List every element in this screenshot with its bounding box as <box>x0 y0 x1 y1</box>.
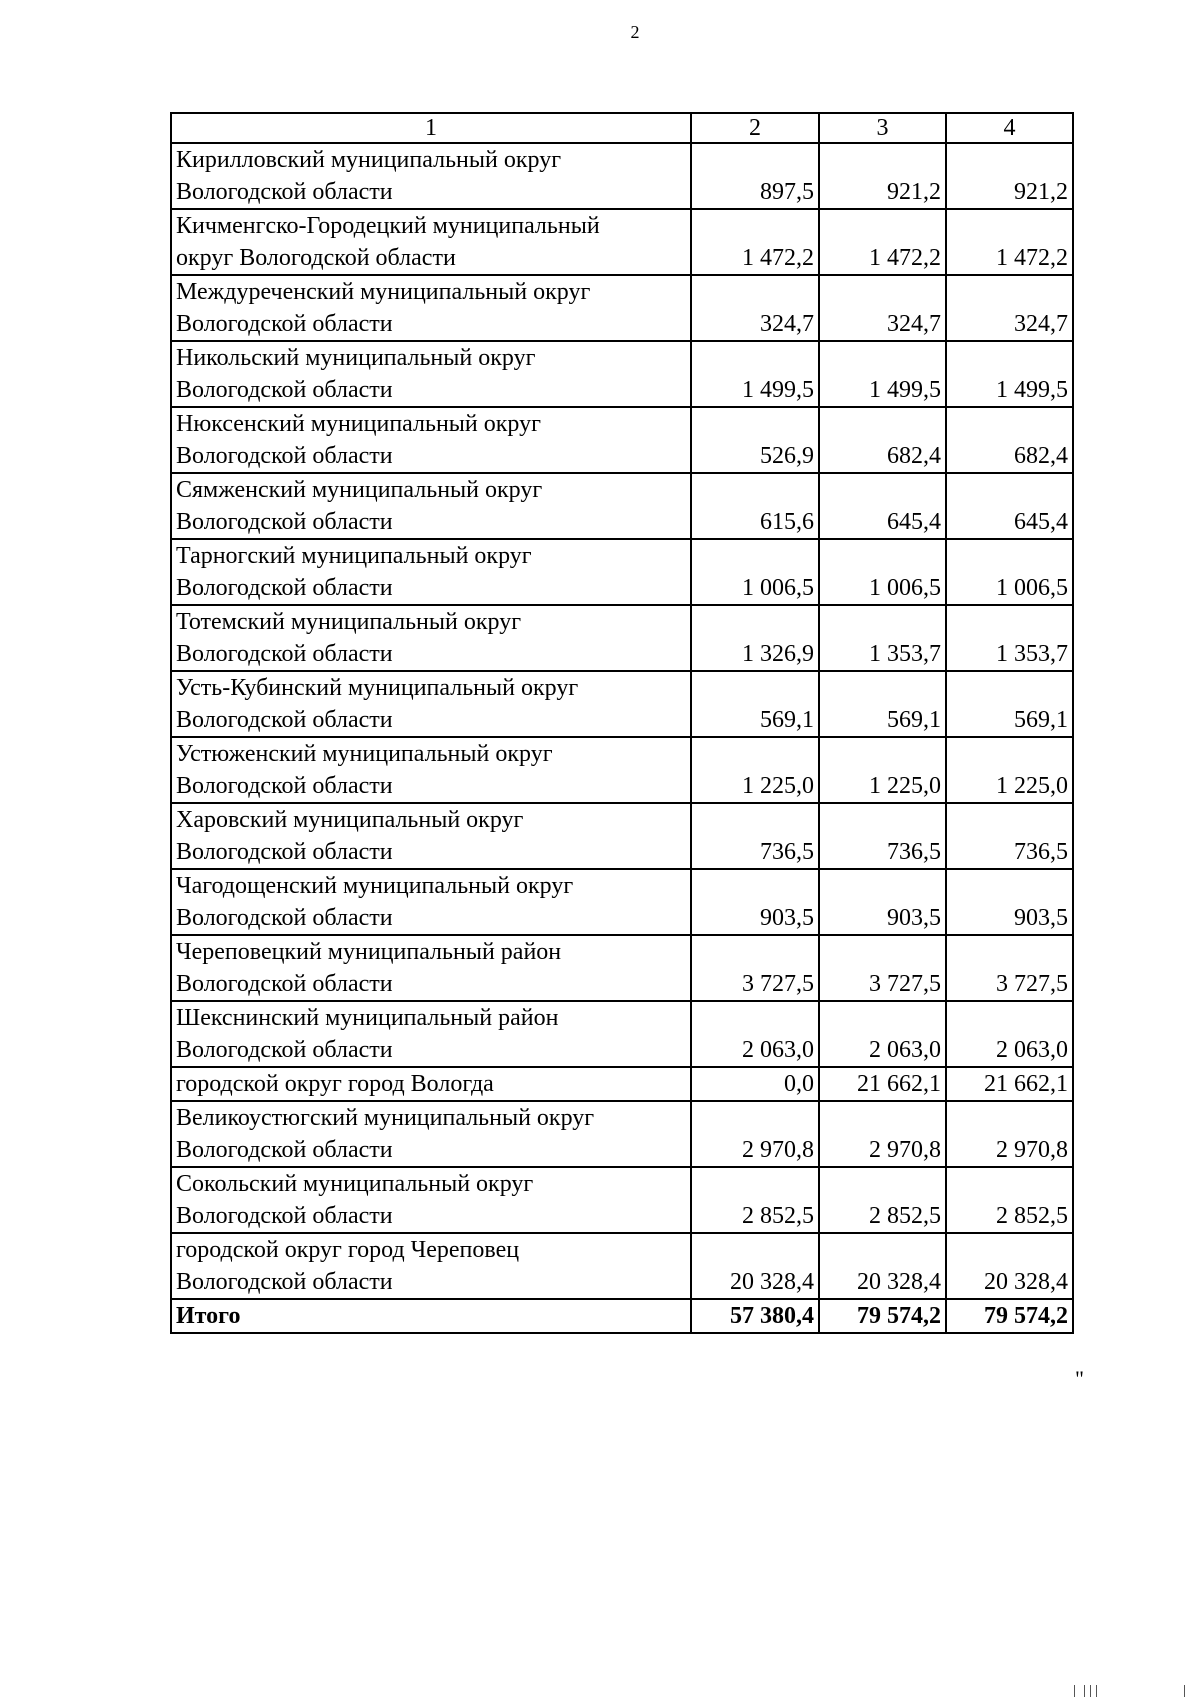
municipality-name-line: Междуреченский муниципальный округ <box>176 279 591 305</box>
municipality-name-line: Вологодской области <box>176 1203 393 1229</box>
municipality-name-line: Великоустюгский муниципальный округ <box>176 1105 595 1131</box>
total-value-3: 79 574,2 <box>819 1299 946 1333</box>
column-header-1: 1 <box>171 113 691 143</box>
value-col-2: 1 472,2 <box>691 209 819 275</box>
municipality-name <box>171 1167 691 1233</box>
municipality-name-line: Вологодской области <box>176 377 393 403</box>
municipality-name <box>171 869 691 935</box>
value-col-3: 3 727,5 <box>819 935 946 1001</box>
municipality-name-line: Вологодской области <box>176 311 393 337</box>
value-col-3: 1 472,2 <box>819 209 946 275</box>
municipality-name <box>171 143 691 209</box>
municipality-name-line: Никольский муниципальный округ <box>176 345 536 371</box>
value-col-2: 20 328,4 <box>691 1233 819 1299</box>
municipality-name-line: Вологодской области <box>176 1037 393 1063</box>
value-col-2: 526,9 <box>691 407 819 473</box>
value-col-4: 1 006,5 <box>946 539 1073 605</box>
table-row <box>171 1233 1073 1299</box>
value-col-3: 2 852,5 <box>819 1167 946 1233</box>
value-col-2: 2 063,0 <box>691 1001 819 1067</box>
table-row <box>171 539 1073 605</box>
table-row <box>171 1101 1073 1167</box>
municipality-name-line: Шекснинский муниципальный район <box>176 1005 559 1031</box>
municipality-name <box>171 341 691 407</box>
municipality-name-line: Нюксенский муниципальный округ <box>176 411 541 437</box>
table-row <box>171 341 1073 407</box>
value-col-3: 1 225,0 <box>819 737 946 803</box>
municipality-name-line: Кирилловский муниципальный округ <box>176 147 562 173</box>
municipality-name-line: Вологодской области <box>176 443 393 469</box>
municipality-name <box>171 671 691 737</box>
table-row <box>171 737 1073 803</box>
table-row <box>171 143 1073 209</box>
value-col-3: 1 499,5 <box>819 341 946 407</box>
total-value-4: 79 574,2 <box>946 1299 1073 1333</box>
municipality-name <box>171 803 691 869</box>
value-col-4: 736,5 <box>946 803 1073 869</box>
table-row <box>171 935 1073 1001</box>
value-col-2: 2 852,5 <box>691 1167 819 1233</box>
municipality-name-line: Тарногский муниципальный округ <box>176 543 532 569</box>
value-col-3: 569,1 <box>819 671 946 737</box>
value-col-2: 0,0 <box>691 1067 819 1101</box>
column-header-3: 3 <box>819 113 946 143</box>
value-col-2: 736,5 <box>691 803 819 869</box>
municipality-name-line: Вологодской области <box>176 179 393 205</box>
value-col-3: 736,5 <box>819 803 946 869</box>
municipality-name <box>171 605 691 671</box>
table-row <box>171 473 1073 539</box>
value-col-4: 2 970,8 <box>946 1101 1073 1167</box>
value-col-3: 645,4 <box>819 473 946 539</box>
value-col-4: 1 499,5 <box>946 341 1073 407</box>
municipality-name-line: Тотемский муниципальный округ <box>176 609 522 635</box>
total-value-2: 57 380,4 <box>691 1299 819 1333</box>
value-col-2: 569,1 <box>691 671 819 737</box>
value-col-4: 645,4 <box>946 473 1073 539</box>
value-col-4: 682,4 <box>946 407 1073 473</box>
value-col-4: 1 353,7 <box>946 605 1073 671</box>
value-col-4: 903,5 <box>946 869 1073 935</box>
municipality-name-line: Харовский муниципальный округ <box>176 807 524 833</box>
page-number: 2 <box>630 22 640 42</box>
municipality-name <box>171 539 691 605</box>
value-col-4: 20 328,4 <box>946 1233 1073 1299</box>
municipality-name-line: Вологодской области <box>176 1269 393 1295</box>
value-col-3: 2 063,0 <box>819 1001 946 1067</box>
table-body <box>171 143 1073 1299</box>
municipality-name-line: Вологодской области <box>176 905 393 931</box>
value-col-3: 20 328,4 <box>819 1233 946 1299</box>
value-col-2: 903,5 <box>691 869 819 935</box>
value-col-2: 2 970,8 <box>691 1101 819 1167</box>
value-col-3: 2 970,8 <box>819 1101 946 1167</box>
value-col-4: 324,7 <box>946 275 1073 341</box>
value-col-2: 324,7 <box>691 275 819 341</box>
closing-quote: " <box>1075 1366 1084 1391</box>
table-row <box>171 803 1073 869</box>
total-label: Итого <box>171 1299 691 1333</box>
column-header-2: 2 <box>691 113 819 143</box>
value-col-4: 2 852,5 <box>946 1167 1073 1233</box>
municipality-name-line: Вологодской области <box>176 509 393 535</box>
table-row <box>171 671 1073 737</box>
municipality-name-line: Кичменгско-Городецкий муниципальный <box>176 213 600 239</box>
municipality-name-line: городской округ город Вологда <box>176 1071 494 1097</box>
value-col-3: 1 006,5 <box>819 539 946 605</box>
value-col-2: 615,6 <box>691 473 819 539</box>
value-col-3: 903,5 <box>819 869 946 935</box>
scan-marks <box>1060 1683 1200 1697</box>
value-col-2: 3 727,5 <box>691 935 819 1001</box>
value-col-3: 21 662,1 <box>819 1067 946 1101</box>
municipality-name-line: Вологодской области <box>176 839 393 865</box>
table-row <box>171 209 1073 275</box>
value-col-4: 1 225,0 <box>946 737 1073 803</box>
value-col-4: 921,2 <box>946 143 1073 209</box>
municipality-name <box>171 209 691 275</box>
municipality-name-line: округ Вологодской области <box>176 245 456 271</box>
municipality-name <box>171 407 691 473</box>
municipality-name-line: Вологодской области <box>176 773 393 799</box>
value-col-4: 3 727,5 <box>946 935 1073 1001</box>
table-row <box>171 1001 1073 1067</box>
municipality-name-line: Вологодской области <box>176 641 393 667</box>
municipality-name-line: Вологодской области <box>176 575 393 601</box>
municipality-name-line: Сямженский муниципальный округ <box>176 477 543 503</box>
municipality-name-line: городской округ город Череповец <box>176 1237 520 1263</box>
value-col-2: 1 326,9 <box>691 605 819 671</box>
table-row <box>171 1067 1073 1101</box>
municipality-name <box>171 1101 691 1167</box>
municipality-name <box>171 1067 691 1101</box>
value-col-2: 1 499,5 <box>691 341 819 407</box>
value-col-3: 921,2 <box>819 143 946 209</box>
table-row <box>171 275 1073 341</box>
municipality-name <box>171 275 691 341</box>
municipality-name <box>171 737 691 803</box>
value-col-2: 1 006,5 <box>691 539 819 605</box>
value-col-4: 569,1 <box>946 671 1073 737</box>
value-col-4: 2 063,0 <box>946 1001 1073 1067</box>
value-col-3: 682,4 <box>819 407 946 473</box>
budget-table <box>170 112 1074 1334</box>
municipality-name <box>171 1233 691 1299</box>
table-row <box>171 605 1073 671</box>
value-col-4: 1 472,2 <box>946 209 1073 275</box>
municipality-name <box>171 473 691 539</box>
column-header-4: 4 <box>946 113 1073 143</box>
municipality-name <box>171 935 691 1001</box>
municipality-name-line: Чагодощенский муниципальный округ <box>176 873 574 899</box>
value-col-3: 324,7 <box>819 275 946 341</box>
municipality-name-line: Вологодской области <box>176 971 393 997</box>
value-col-2: 897,5 <box>691 143 819 209</box>
total-row <box>171 1299 1073 1333</box>
municipality-name-line: Вологодской области <box>176 707 393 733</box>
municipality-name-line: Вологодской области <box>176 1137 393 1163</box>
table-row <box>171 407 1073 473</box>
municipality-name-line: Усть-Кубинский муниципальный округ <box>176 675 579 701</box>
value-col-4: 21 662,1 <box>946 1067 1073 1101</box>
municipality-name-line: Сокольский муниципальный округ <box>176 1171 534 1197</box>
value-col-3: 1 353,7 <box>819 605 946 671</box>
table-row <box>171 1167 1073 1233</box>
municipality-name-line: Череповецкий муниципальный район <box>176 939 562 965</box>
header-row <box>171 113 1073 143</box>
municipality-name-line: Устюженский муниципальный округ <box>176 741 553 767</box>
value-col-2: 1 225,0 <box>691 737 819 803</box>
table-row <box>171 869 1073 935</box>
municipality-name <box>171 1001 691 1067</box>
